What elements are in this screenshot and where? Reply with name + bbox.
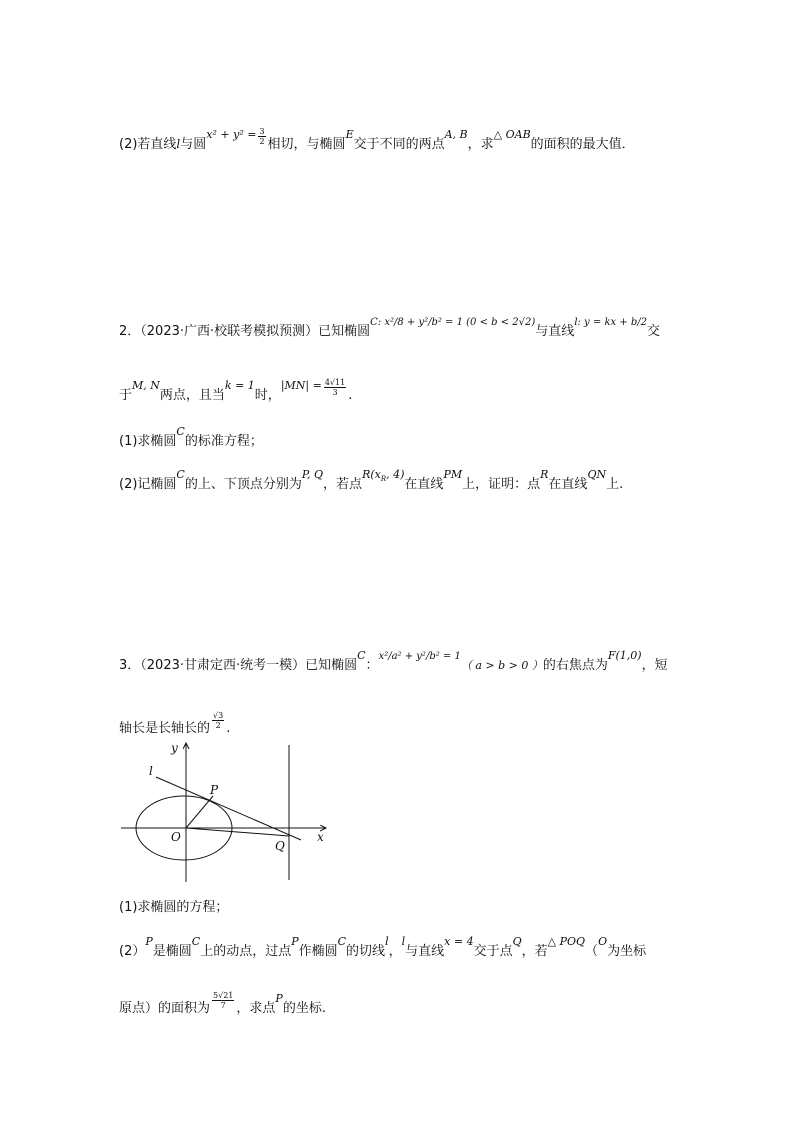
label-O: O: [171, 830, 181, 844]
label-l: l: [149, 764, 153, 778]
label-Q: Q: [275, 839, 285, 853]
problem3-question2-cont: 原点）的面积为 $\frac{5√21}{7}$ ，求点$^P$的坐标.: [119, 991, 326, 1016]
problem3-question1: (1)求椭圆的方程；: [119, 900, 229, 915]
problem2-question2: (2)记椭圆$^C$的上、下顶点分别为$^{P, Q}$，若点$^{R(x_R, 4)}$在直线$^{PM}$上，证明：点$^R$在直线$^{QN}$上.: [119, 468, 624, 492]
problem2-line2: 于$^{M, N}$两点，且当$^{k = 1}$时，$^{|MN| =}$ $\frac{4√11}{3}$ .: [119, 378, 353, 403]
ellipse-tangent-figure: [118, 737, 333, 887]
problem2-question1: (1)求椭圆$^C$的标准方程；: [119, 425, 263, 449]
problem3-question2: (2）$^P$是椭圆$^C$上的动点，过点$^P$作椭圆$^C$的切线$^l$，$^l$与直线$^{x = 4}$交于点$^Q$，若$^{\triangle POQ}$（$^O$为坐标: [119, 935, 647, 959]
problem3-line2: 轴长是长轴长的 $\frac{√3}{2}$ .: [119, 711, 231, 736]
segment-OP: [186, 796, 213, 828]
line-equation: l: y = kx + b/2: [574, 317, 648, 328]
problem2-line1: 2．（2023·广西·校联考模拟预测）已知椭圆$^{C: x^2/8 + y^2/b^2 = 1 (0 < b < 2√2)}$与直线$^{l: y = kx + b/2}$交: [119, 317, 661, 339]
circle-fraction: $\frac{3}{2}$: [259, 127, 265, 146]
circle-equation: x² + y² =: [206, 128, 257, 141]
ellipse-equation: C: x²/8 + y²/b² = 1 (0 < b < 2√2): [370, 317, 536, 328]
problem1-part2: (2)若直线l与圆$^{x^2 + y^2 =}$ $\frac{3}{2}$ 相切，与椭圆$^E$交于不同的两点$^{A, B}$，求$^{\triangle OAB}$的面积的最大值．: [119, 127, 635, 152]
segment-OQ: [186, 828, 289, 836]
problem3-line1: 3．（2023·甘肃定西·统考一模）已知椭圆$^C$：$^{x^2/a^2 + y^2/b^2 = 1}$（ a > b > 0 ）的右焦点为$^{F(1,0)}$，短: [119, 649, 668, 673]
label-y: y: [171, 741, 178, 755]
ellipse-equation-3: x²/a² + y²/b² = 1: [378, 651, 461, 662]
label-P: P: [210, 783, 219, 797]
label-x: x: [317, 830, 324, 844]
